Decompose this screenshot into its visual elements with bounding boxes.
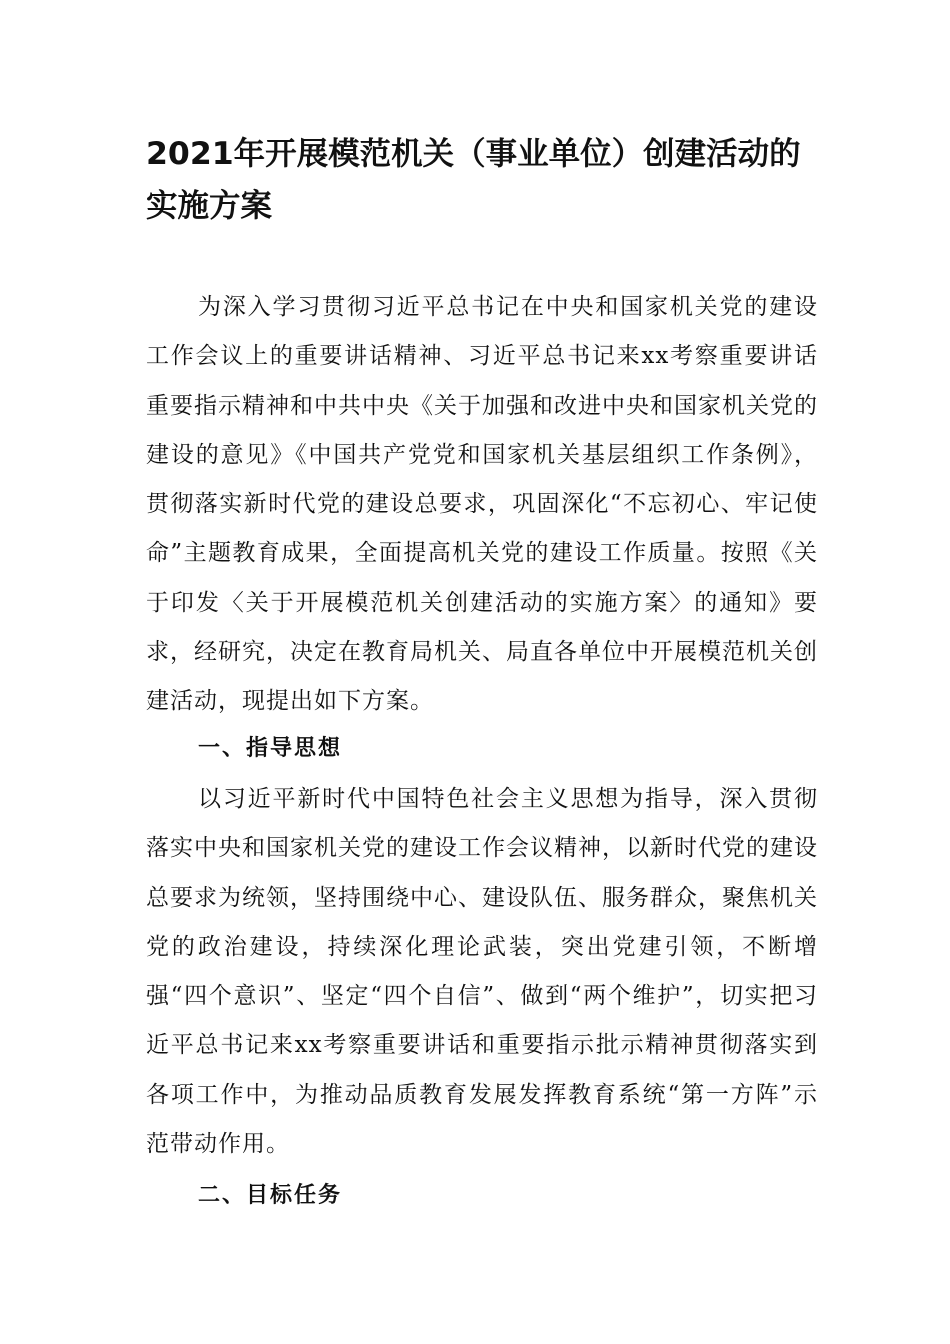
intro-paragraph: 为深入学习贯彻习近平总书记在中央和国家机关党的建设工作会议上的重要讲话精神、习近平总书记来xx考察重要讲话重要指示精神和中共中央《关于加强和改进中央和国家机关党的建设的意见》《中国共产党党和国家机关基层组织工作条例》，贯彻落实新时代党的建设总要求，巩固深化“不忘初心、牢记使命”主题教育成果，全面提高机关党的建设工作质量。按照《关于印发〈关于开展模范机关创建活动的实施方案〉的通知》要求，经研究，决定在教育局机关、局直各单位中开展模范机关创建活动，现提出如下方案。 [146,294,818,715]
section-heading-goals-tasks: 二、目标任务 [198,1183,343,1208]
guiding-ideology-paragraph: 以习近平新时代中国特色社会主义思想为指导，深入贯彻落实中央和国家机关党的建设工作会议精神，以新时代党的建设总要求为统领，坚持围绕中心、建设队伍、服务群众，聚焦机关党的政治建设，持续深化理论武装，突出党建引领，不断增强“四个意识”、坚定“四个自信”、做到“两个维护”，切实把习近平总书记来xx考察重要讲话和重要指示批示精神贯彻落实到各项工作中，为推动品质教育发展发挥教育系统“第一方阵”示范带动作用。 [146,786,818,1158]
section-heading-guiding-ideology: 一、指导思想 [198,736,343,761]
document-title: 2021年开展模范机关（事业单位）创建活动的实施方案 [146,136,801,224]
